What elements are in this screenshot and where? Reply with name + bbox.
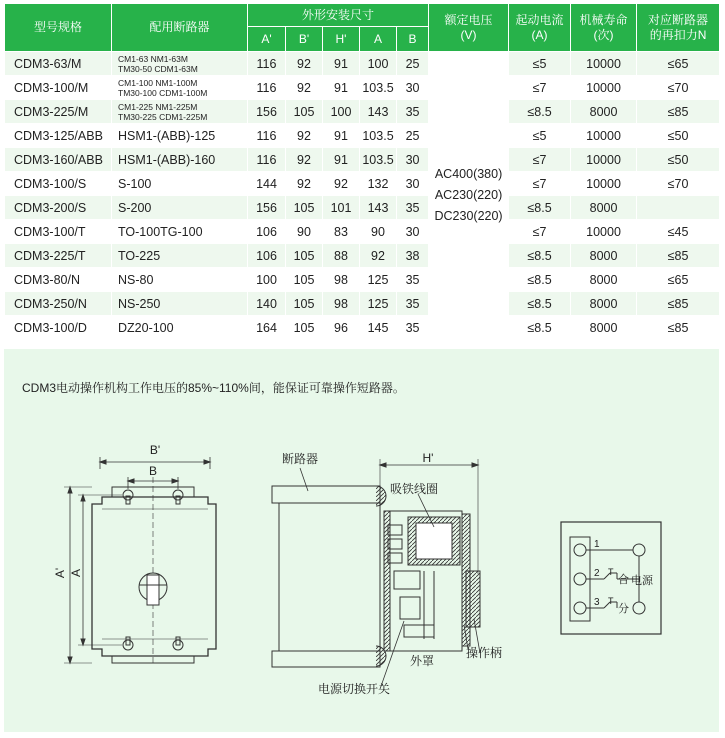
cell-dim-h1: 91 [323, 52, 360, 76]
cell-current: ≤8.5 [509, 244, 571, 268]
cell-model: CDM3-63/M [5, 52, 112, 76]
cell-breaker: DZ20-100 [112, 316, 248, 340]
cell-dim-h1: 98 [323, 292, 360, 316]
cell-force: ≤45 [637, 220, 720, 244]
cell-current: ≤7 [509, 172, 571, 196]
cell-dim-a1: 156 [248, 196, 286, 220]
cell-dim-a1: 164 [248, 316, 286, 340]
cell-dim-b: 30 [397, 172, 429, 196]
cell-current: ≤5 [509, 124, 571, 148]
cell-force: ≤85 [637, 292, 720, 316]
cell-current: ≤5 [509, 52, 571, 76]
cell-dim-b1: 105 [286, 244, 323, 268]
cell-dim-b1: 105 [286, 100, 323, 124]
label-b-prime: B' [149, 443, 161, 457]
table-row [5, 100, 720, 124]
cell-life: 10000 [571, 220, 637, 244]
cell-dim-a1: 116 [248, 148, 286, 172]
cell-force: ≤70 [637, 172, 720, 196]
cell-life: 8000 [571, 196, 637, 220]
wiring-t-mark-close: T [608, 567, 614, 577]
cell-breaker: NS-80 [112, 268, 248, 292]
header-current: 起动电流 (A) [509, 4, 571, 52]
table-row [5, 196, 720, 220]
cell-dim-b: 35 [397, 316, 429, 340]
cell-breaker [112, 76, 248, 100]
label-a-prime: A' [53, 567, 67, 579]
cell-model: CDM3-160/ABB [5, 148, 112, 172]
cell-dim-b: 30 [397, 148, 429, 172]
cell-dim-b1: 90 [286, 220, 323, 244]
cell-breaker: HSM1-(ABB)-125 [112, 124, 248, 148]
cell-force: ≤85 [637, 100, 720, 124]
table-row [5, 292, 720, 316]
cell-current: ≤8.5 [509, 292, 571, 316]
cell-dim-b: 25 [397, 52, 429, 76]
cell-force: ≤50 [637, 124, 720, 148]
cell-dim-h1: 91 [323, 148, 360, 172]
cell-model: CDM3-200/S [5, 196, 112, 220]
breaker-line: CM1-225 NM1-225M [118, 101, 198, 112]
cell-dim-h1: 96 [323, 316, 360, 340]
front-view-drawing [64, 457, 216, 665]
header-dim-a1: A' [248, 27, 286, 52]
cell-breaker: S-200 [112, 196, 248, 220]
cell-dim-a: 100 [360, 52, 397, 76]
label-a: A [69, 568, 83, 578]
header-dim-h1: H' [323, 27, 360, 52]
table-row [5, 76, 720, 100]
cell-force: ≤85 [637, 244, 720, 268]
wiring-terminal-2: 2 [594, 568, 600, 579]
header-voltage: 额定电压 (V) [429, 4, 509, 52]
operating-voltage-note: CDM3电动操作机构工作电压的85%~110%间，能保证可靠操作短路器。 [22, 381, 405, 395]
spec-table [4, 3, 720, 340]
header-life: 机械寿命 (次) [571, 4, 637, 52]
cell-dim-a1: 116 [248, 76, 286, 100]
cell-life: 8000 [571, 268, 637, 292]
cell-dim-a1: 106 [248, 244, 286, 268]
cell-dim-b1: 105 [286, 268, 323, 292]
cell-dim-b1: 92 [286, 52, 323, 76]
cell-dim-a: 143 [360, 100, 397, 124]
cell-dim-b1: 92 [286, 148, 323, 172]
cell-force: ≤65 [637, 52, 720, 76]
cell-dim-a: 145 [360, 316, 397, 340]
wiring-label-open: 分 [618, 603, 629, 615]
cell-dim-a: 125 [360, 292, 397, 316]
cell-dim-h1: 100 [323, 100, 360, 124]
cell-model: CDM3-100/D [5, 316, 112, 340]
cell-dim-a1: 100 [248, 268, 286, 292]
cell-current: ≤7 [509, 148, 571, 172]
cell-life: 10000 [571, 148, 637, 172]
header-model: 型号规格 [5, 4, 112, 52]
label-power-switch: 电源切换开关 [317, 682, 391, 696]
cell-current: ≤8.5 [509, 316, 571, 340]
cell-dim-b1: 92 [286, 172, 323, 196]
cell-model: CDM3-250/N [5, 292, 112, 316]
table-row [5, 244, 720, 268]
header-breaker: 配用断路器 [112, 4, 248, 52]
cell-voltage [429, 52, 509, 340]
cell-dim-h1: 98 [323, 268, 360, 292]
voltage-value: DC230(220) [434, 209, 503, 223]
label-breaker: 断路器 [281, 452, 319, 466]
cell-dim-a1: 106 [248, 220, 286, 244]
cell-dim-a: 103.5 [360, 124, 397, 148]
wiring-terminal-1: 1 [594, 539, 600, 550]
cell-dim-a: 132 [360, 172, 397, 196]
side-view-drawing [272, 459, 480, 689]
cell-dim-a: 90 [360, 220, 397, 244]
table-row [5, 268, 720, 292]
voltage-value: AC230(220) [434, 188, 503, 202]
header-dims: 外形安装尺寸 [248, 4, 429, 27]
cell-life: 10000 [571, 52, 637, 76]
cell-dim-a1: 116 [248, 124, 286, 148]
cell-dim-a1: 156 [248, 100, 286, 124]
cell-breaker [112, 100, 248, 124]
cell-current: ≤7 [509, 220, 571, 244]
cell-dim-a: 103.5 [360, 148, 397, 172]
cell-breaker: HSM1-(ABB)-160 [112, 148, 248, 172]
cell-force: ≤85 [637, 316, 720, 340]
voltage-value: AC400(380) [434, 167, 503, 181]
label-coil: 吸铁线圈 [389, 482, 439, 496]
cell-dim-b: 25 [397, 124, 429, 148]
table-row [5, 220, 720, 244]
label-cover: 外罩 [409, 654, 435, 668]
cell-model: CDM3-80/N [5, 268, 112, 292]
cell-dim-h1: 88 [323, 244, 360, 268]
header-dim-a: A [360, 27, 397, 52]
cell-model: CDM3-100/M [5, 76, 112, 100]
cell-life: 10000 [571, 76, 637, 100]
cell-dim-b: 35 [397, 196, 429, 220]
cell-current: ≤8.5 [509, 100, 571, 124]
cell-dim-a: 143 [360, 196, 397, 220]
cell-dim-h1: 101 [323, 196, 360, 220]
cell-breaker: TO-100TG-100 [112, 220, 248, 244]
cell-dim-a: 125 [360, 268, 397, 292]
cell-force: ≤50 [637, 148, 720, 172]
cell-dim-b: 38 [397, 244, 429, 268]
table-row [5, 172, 720, 196]
label-b: B [148, 464, 158, 478]
header-dim-b1: B' [286, 27, 323, 52]
cell-dim-b1: 92 [286, 124, 323, 148]
cell-model: CDM3-100/S [5, 172, 112, 196]
label-handle: 操作柄 [465, 646, 503, 660]
wiring-t-mark-open: T [608, 596, 614, 606]
cell-dim-a1: 140 [248, 292, 286, 316]
cell-life: 10000 [571, 172, 637, 196]
cell-dim-b: 35 [397, 268, 429, 292]
wiring-label-power: 电源 [631, 575, 653, 587]
breaker-line: TM30-50 CDM1-63M [118, 63, 198, 74]
cell-dim-b1: 92 [286, 76, 323, 100]
cell-current: ≤8.5 [509, 196, 571, 220]
wiring-terminal-3: 3 [594, 597, 600, 608]
cell-dim-b1: 105 [286, 316, 323, 340]
cell-model: CDM3-225/M [5, 100, 112, 124]
cell-dim-h1: 92 [323, 172, 360, 196]
cell-force [637, 196, 720, 220]
cell-life: 8000 [571, 244, 637, 268]
header-dim-b: B [397, 27, 429, 52]
header-force: 对应断路器 的再扣力N [637, 4, 720, 52]
cell-dim-b1: 105 [286, 196, 323, 220]
breaker-line: TM30-225 CDM1-225M [118, 111, 208, 122]
cell-current: ≤8.5 [509, 268, 571, 292]
label-h-prime: H' [422, 451, 434, 465]
cell-breaker [112, 52, 248, 76]
installation-diagrams [4, 349, 719, 732]
cell-dim-h1: 91 [323, 124, 360, 148]
cell-life: 10000 [571, 124, 637, 148]
cell-dim-b1: 105 [286, 292, 323, 316]
cell-breaker: S-100 [112, 172, 248, 196]
cell-dim-h1: 83 [323, 220, 360, 244]
cell-breaker: NS-250 [112, 292, 248, 316]
cell-dim-a1: 144 [248, 172, 286, 196]
cell-dim-a: 103.5 [360, 76, 397, 100]
cell-model: CDM3-100/T [5, 220, 112, 244]
diagram-panel [4, 349, 719, 732]
cell-life: 8000 [571, 100, 637, 124]
cell-force: ≤65 [637, 268, 720, 292]
cell-force: ≤70 [637, 76, 720, 100]
cell-dim-a1: 116 [248, 52, 286, 76]
cell-current: ≤7 [509, 76, 571, 100]
breaker-line: CM1-63 NM1-63M [118, 53, 188, 64]
breaker-line: CM1-100 NM1-100M [118, 77, 198, 88]
breaker-line: TM30-100 CDM1-100M [118, 87, 208, 98]
cell-life: 8000 [571, 292, 637, 316]
table-row [5, 316, 720, 340]
cell-dim-b: 30 [397, 220, 429, 244]
cell-dim-h1: 91 [323, 76, 360, 100]
cell-dim-b: 30 [397, 76, 429, 100]
cell-dim-b: 35 [397, 100, 429, 124]
table-row [5, 52, 720, 76]
wiring-label-close: 合 [618, 574, 629, 586]
cell-breaker: TO-225 [112, 244, 248, 268]
table-row [5, 148, 720, 172]
cell-model: CDM3-125/ABB [5, 124, 112, 148]
cell-life: 8000 [571, 316, 637, 340]
cell-dim-a: 92 [360, 244, 397, 268]
table-row [5, 124, 720, 148]
cell-dim-b: 35 [397, 292, 429, 316]
cell-model: CDM3-225/T [5, 244, 112, 268]
